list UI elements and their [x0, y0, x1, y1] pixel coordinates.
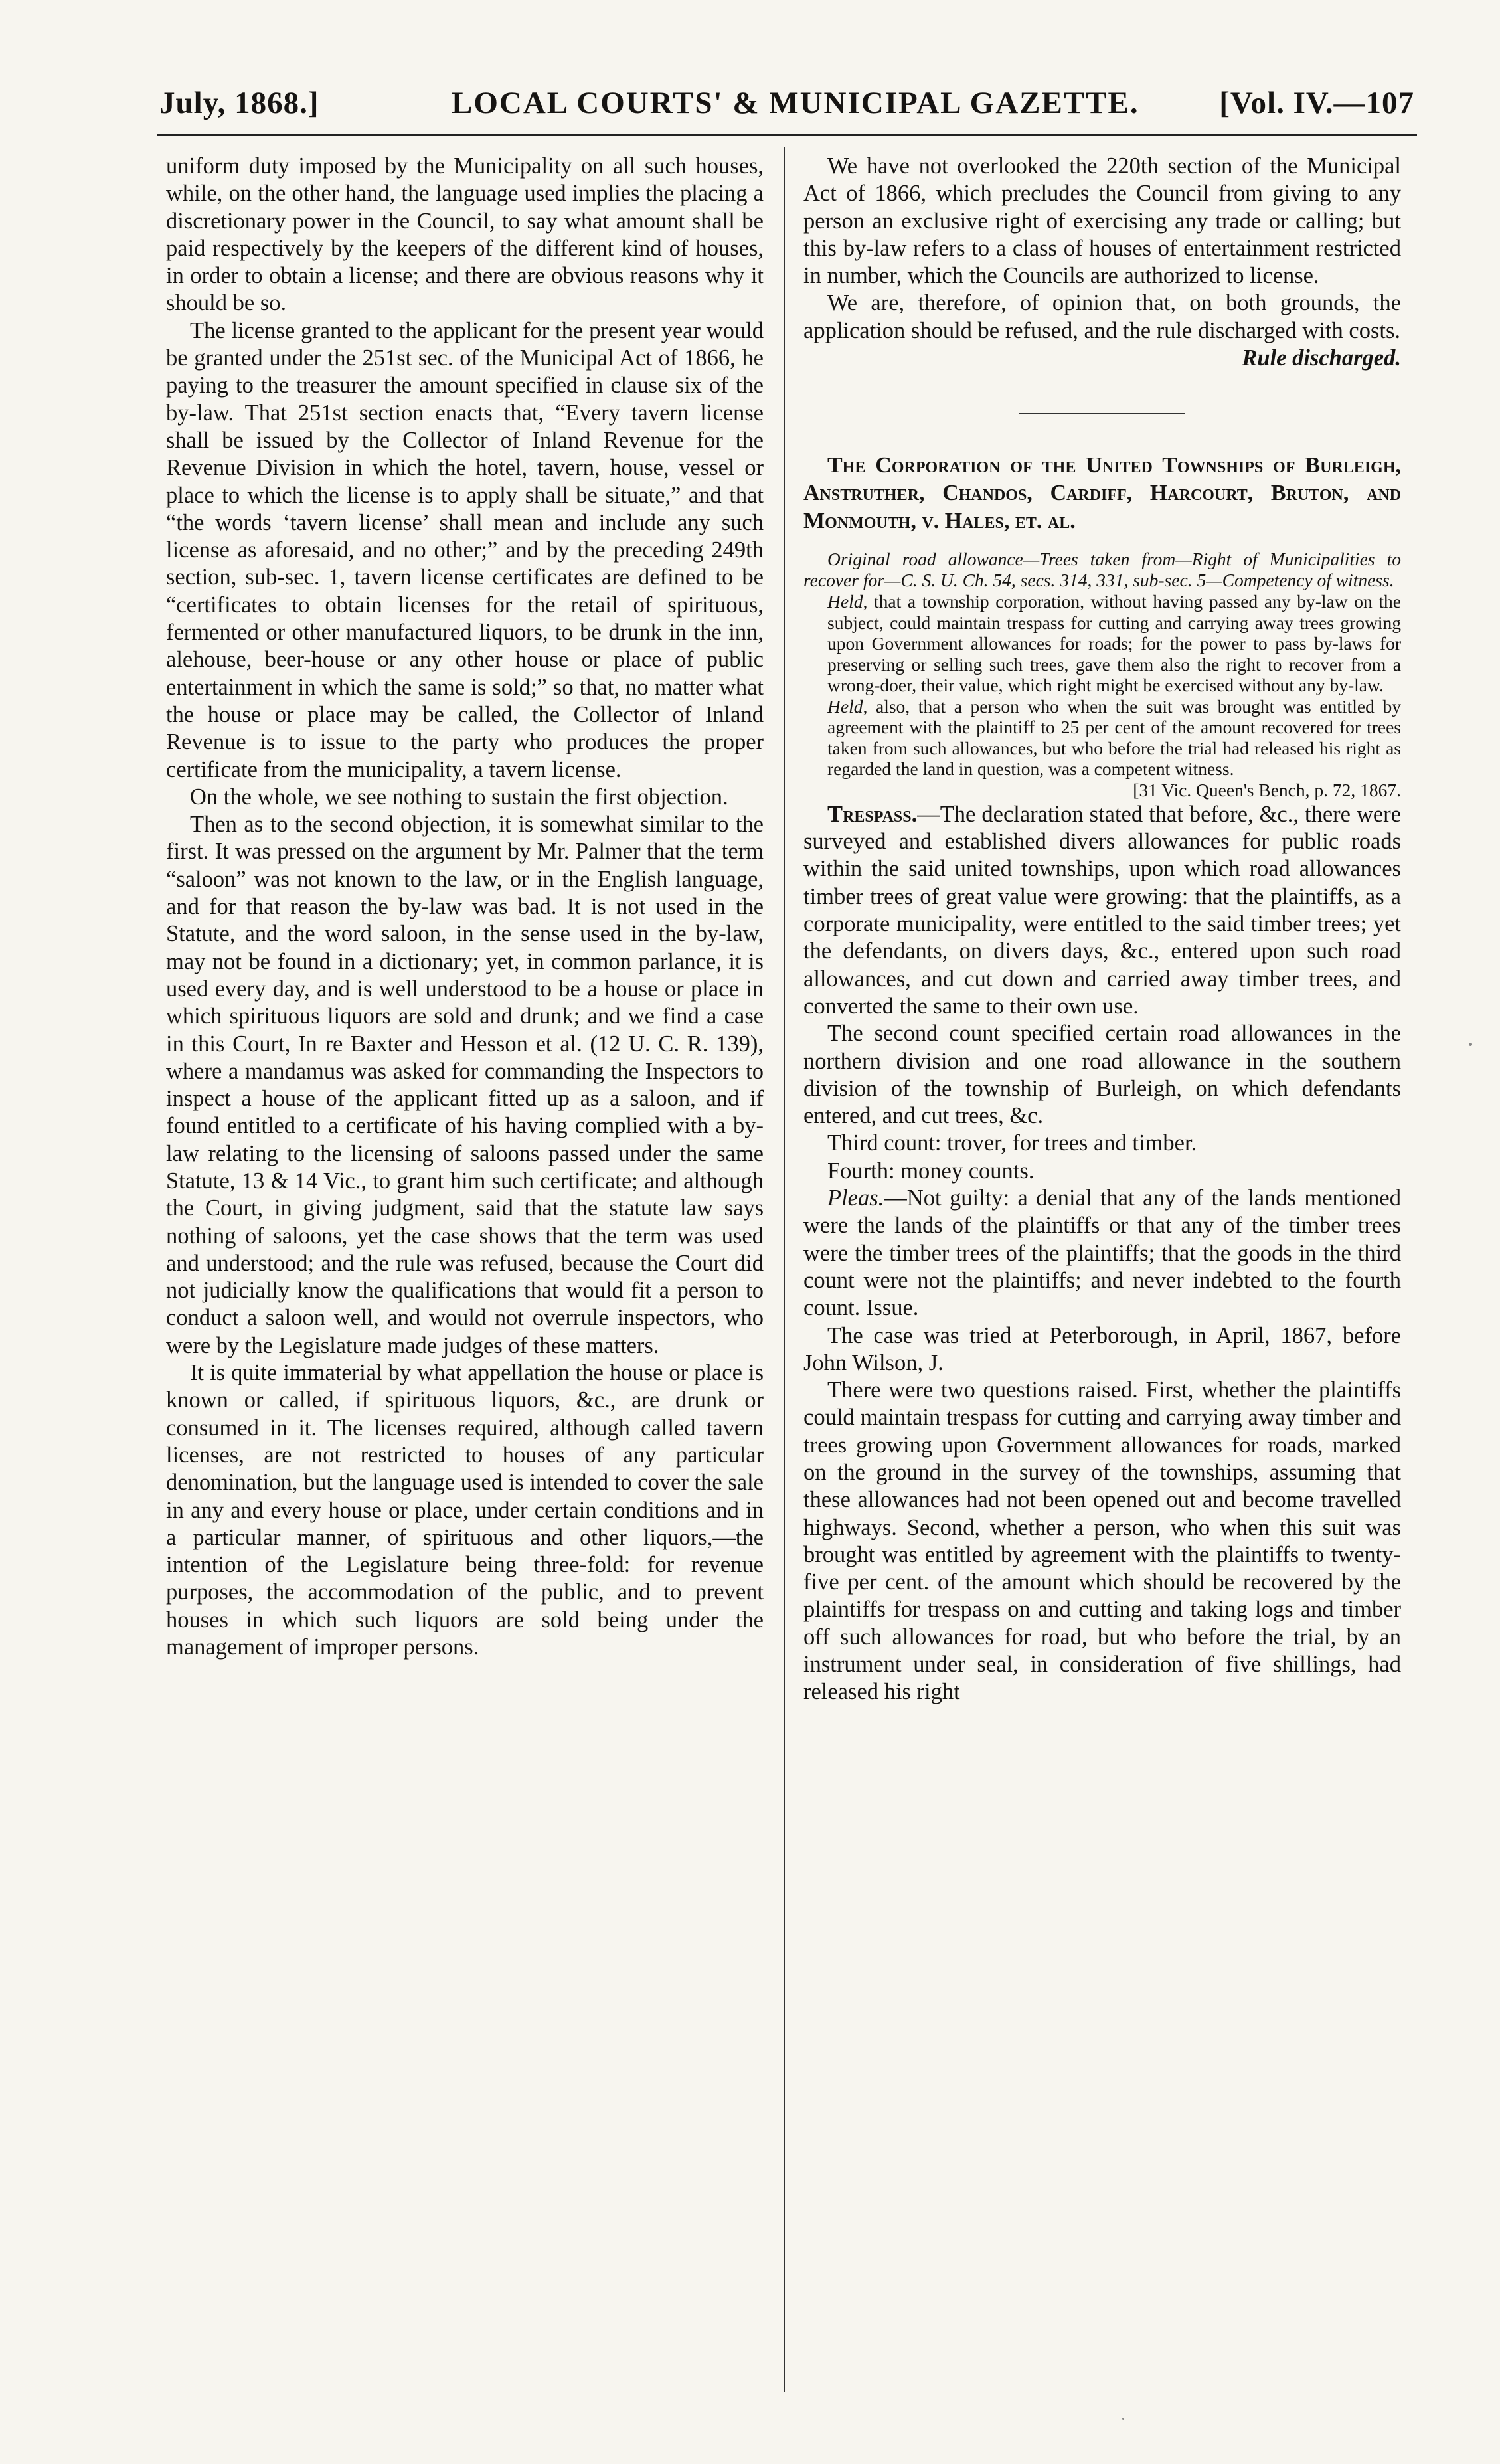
- paragraph: Third count: trover, for trees and timber.: [827, 1130, 1197, 1156]
- held-paragraph: [803, 696, 1401, 780]
- case-title: The Corporation of the United Townships of Burleigh, Anstruther, Chandos, Cardiff, Harcourt, Bruton, and Monmouth, v. Hales, et. al.: [803, 453, 1401, 534]
- column-divider: [784, 147, 785, 2392]
- paragraph: Fourth: money counts.: [827, 1158, 1035, 1184]
- paragraph: On the whole, we see nothing to sustain the first objection.: [190, 784, 728, 810]
- print-speck: [1469, 1043, 1472, 1046]
- paragraph: Then as to the second objection, it is somewhat similar to the first. It was pressed on the argument by Mr. Palmer that the term “saloon” was not known to the law, or in the English language, and for that reason the by-law was bad. It is not used in the Statute, and the word saloon, in the sense used in the by-law, may not be found in a dictionary; yet, in common parlance, it is used every day, and is well understood to be a house or place in which spirituous liquors are sold and drunk; and we find a case in this Court, In re Baxter and Hesson et al. (12 U. C. R. 139), where a mandamus was asked for commanding the Inspectors to inspect a house of the applicant fitted up as a saloon, and if found entitled to a certificate of his having complied with a by-law relating to the licensing of saloons passed under the same Statute, 13 & 14 Vic., to grant him such certificate; and although the Court, in giving judgment, said that the statute law says nothing of saloons, yet the case shows that the term was used and understood; and the rule was refused, because the Court did not judicially know the qualifications that would fit a person to conduct a saloon well, and would not overrule inspectors, who were by the Legislature made judges of these matters.: [166, 812, 764, 1358]
- paragraph: The case was tried at Peterborough, in April, 1867, before John Wilson, J.: [803, 1322, 1401, 1375]
- paragraph: The license granted to the applicant for the present year would be granted under the 251st sec. of the Municipal Act of 1866, he paying to the treasurer the amount specified in clause six of the by-law. That 251st section enacts that, “Every tavern license shall be issued by the Collector of Inland Revenue for the Revenue Division in which the hotel, tavern, house, vessel or place to which the license is to apply shall be situate,” and that “the words ‘tavern license’ shall mean and include any such license as aforesaid, and no other;” and by the preceding 249th section, sub-sec. 1, tavern license certificates are defined to be “certificates to obtain licenses for the retail of spirituous, fermented or other manufactured liquors, to be drunk in the inn, alehouse, beer-house or any other house or place of public entertainment in which the same is sold;” so that, no matter what the house or place may be called, the Collector of Inland Revenue is to issue to the party who produces the proper certificate from the municipality, a tavern license.: [166, 317, 764, 782]
- held-lead: Held,: [827, 591, 868, 612]
- headnote: Original road allowance—Trees taken from—Right of Municipalities to recover for—C. S. U. Ch. 54, secs. 314, 331, sub-sec. 5—Competency of witness.: [803, 549, 1401, 591]
- pleas-text: —Not guilty: a denial that any of the lands mentioned were the lands of the plaintiffs or that any of the timber trees were the timber trees of the plaintiffs; that the goods in the third count were not the plaintiffs; and never indebted to the fourth count. Issue.: [803, 1186, 1401, 1321]
- rule-discharged: Rule discharged.: [1242, 345, 1401, 371]
- header-rule: [157, 134, 1417, 136]
- paragraph: uniform duty imposed by the Municipality on all such houses, while, on the other hand, the language used implies the placing a discretionary power in the Council, to say what amount shall be paid respectively by the keepers of the different kind of houses, in order to obtain a license; and there are obvious reasons why it should be so.: [166, 153, 764, 316]
- trespass-paragraph: [803, 801, 1401, 1020]
- paragraph: We have not overlooked the 220th section of the Municipal Act of 1866, which precludes the Council from giving to any person an exclusive right of exercising any trade or calling; but this by-law refers to a class of houses of entertainment restricted in number, which the Councils are authorized to license.: [803, 153, 1401, 289]
- running-header: [159, 78, 1414, 132]
- right-column: [803, 153, 1401, 1706]
- pleas-paragraph: [803, 1185, 1401, 1322]
- header-volume-page: [Vol. IV.—107: [1219, 86, 1414, 120]
- header-title: LOCAL COURTS' & MUNICIPAL GAZETTE.: [452, 86, 1139, 120]
- left-column: [166, 153, 764, 1661]
- held-lead: Held,: [827, 695, 868, 717]
- pleas-lead: Pleas.: [827, 1186, 884, 1211]
- section-rule: [1019, 413, 1185, 414]
- header-date: July, 1868.]: [159, 86, 319, 120]
- held-text: also, that a person who when the suit was brought was entitled by agreement with the plaintiff to 25 per cent of the amount recovered for trees taken from such allowances, but who before the trial had released his right as regarded the land in question, was a competent witness.: [827, 695, 1401, 780]
- paragraph: It is quite immaterial by what appellation the house or place is known or called, if spirituous liquors, &c., are drunk or consumed in it. The licenses required, although called tavern licenses, are not restricted to houses of any particular denomination, but the language used is intended to cover the sale in any and every house or place, under certain conditions and in a particular manner, of spirituous and other liquors,—the intention of the Legislature being three-fold: for revenue purposes, the accommodation of the public, and to prevent houses in which such liquors are sold being under the management of improper persons.: [166, 1360, 764, 1660]
- held-paragraph: [803, 591, 1401, 696]
- case-citation: [31 Vic. Queen's Bench, p. 72, 1867.: [1133, 779, 1401, 800]
- paragraph: We are, therefore, of opinion that, on both grounds, the application should be refused, and the rule discharged with costs.: [803, 290, 1401, 343]
- print-speck: [1122, 2418, 1124, 2420]
- paragraph: The second count specified certain road allowances in the northern division and one road allowance in the southern division of the township of Burleigh, on which defendants entered, and cut trees, &c.: [803, 1021, 1401, 1129]
- trespass-text: —The declaration stated that before, &c., there were surveyed and established divers allowances for public roads within the said united townships, upon which road allowances timber trees of great value were growing: that the plaintiffs, as a corporate municipality, were entitled to the said timber trees; yet the defendants, on divers days, &c., entered upon such road allowances, and cut down and carried away timber trees, and converted the same to their own use.: [803, 801, 1401, 1019]
- held-text: that a township corporation, without having passed any by-law on the subject, could maintain trespass for cutting and carrying away trees growing upon Government allowances for roads; for the power to pass by-laws for preserving or selling such trees, gave them also the right to recover from a wrong-doer, their value, which right might be exercised without any by-law.: [827, 591, 1401, 696]
- trespass-lead: Trespass.: [827, 801, 918, 827]
- paragraph: There were two questions raised. First, whether the plaintiffs could maintain trespass for cutting and carrying away timber and trees growing upon Government allowances for roads, marked on the ground in the survey of the townships, assuming that these allowances had not been opened out and become travelled highways. Second, whether a person, who when this suit was brought was entitled by agreement with the plaintiffs to twenty-five per cent. of the amount which should be recovered by the plaintiffs for trespass on and cutting and taking logs and timber off such allowances for road, but who before the trial, by an instrument under seal, in consideration of five shillings, had released his right: [803, 1377, 1401, 1705]
